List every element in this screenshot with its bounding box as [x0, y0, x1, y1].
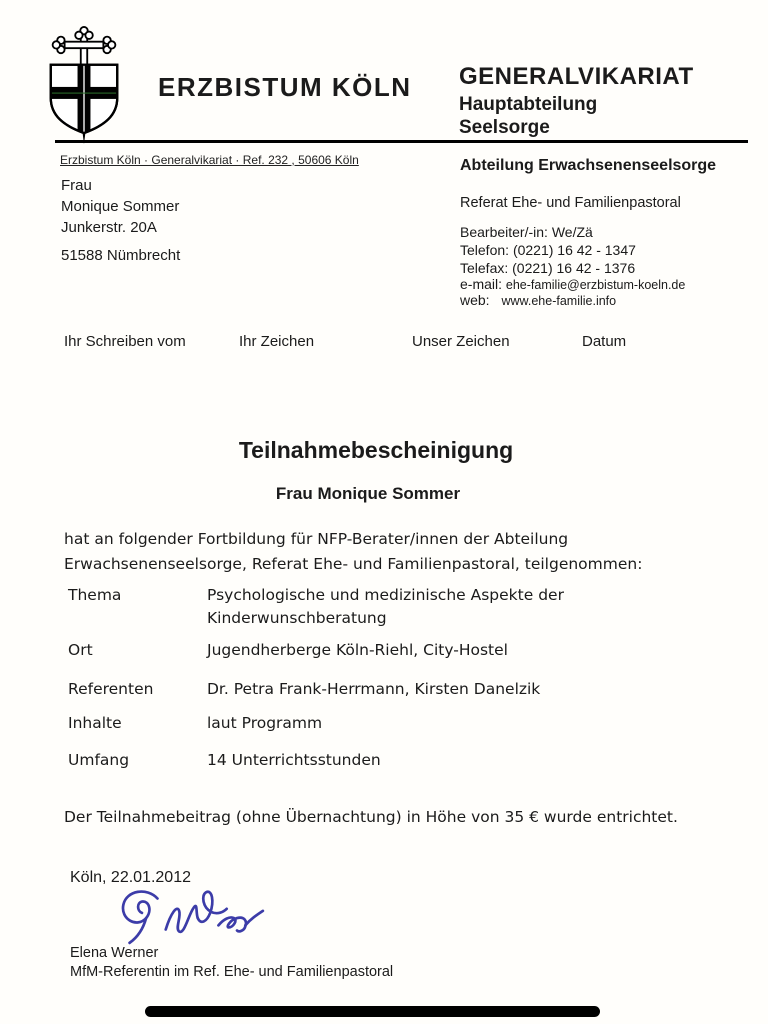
ref-col-datum: Datum — [582, 333, 627, 350]
detail-label-umfang: Umfang — [68, 751, 130, 769]
intro-line-1: hat an folgender Fortbildung für NFP-Berater/innen der Abteilung — [64, 530, 569, 548]
phone-value: (0221) 16 42 - 1347 — [512, 242, 636, 258]
place-date: Köln, 22.01.2012 — [70, 869, 191, 886]
ref-col-ihr-zeichen: Ihr Zeichen — [239, 333, 315, 350]
fax-line — [460, 260, 635, 276]
handwritten-signature — [112, 884, 267, 946]
seelsorge-label: Seelsorge — [459, 117, 550, 138]
org-name: ERZBISTUM KÖLN — [158, 72, 412, 102]
fax-label: Telefax: — [460, 260, 509, 276]
thema-line-1: Psychologische und medizinische Aspekte der — [207, 586, 564, 604]
detail-value-referenten: Dr. Petra Frank-Herrmann, Kirsten Danelzik — [207, 680, 541, 698]
signer-role: MfM-Referentin im Ref. Ehe- und Familienpastoral — [70, 964, 394, 980]
email-label: e-mail: — [460, 276, 503, 292]
sender-return-address: Erzbistum Köln · Generalvikariat · Ref. 232 , 50606 Köln — [60, 153, 359, 167]
detail-label-thema: Thema — [68, 586, 122, 604]
detail-value-umfang: 14 Unterrichtsstunden — [207, 751, 381, 769]
detail-value-inhalte: laut Programm — [207, 714, 323, 732]
phone-label: Telefon: — [460, 242, 510, 258]
recipient-salutation: Frau — [61, 177, 92, 194]
thema-line-2: Kinderwunschberatung — [207, 609, 387, 627]
document-title: Teilnahmebescheinigung — [238, 437, 514, 463]
detail-label-ort: Ort — [68, 641, 93, 659]
clerk-label: Bearbeiter/-in: — [460, 224, 548, 240]
recipient-name: Monique Sommer — [61, 198, 180, 215]
detail-value-ort: Jugendherberge Köln-Riehl, City-Hostel — [207, 641, 508, 659]
detail-value-thema — [207, 584, 564, 630]
hauptabteilung-label: Hauptabteilung — [459, 94, 598, 115]
signer-block — [70, 944, 393, 982]
web-label: web: — [460, 292, 490, 308]
home-indicator-bar — [145, 1006, 600, 1017]
referat-line: Referat Ehe- und Familienpastoral — [460, 195, 681, 211]
fax-value: (0221) 16 42 - 1376 — [512, 260, 636, 276]
erzbistum-koeln-coat-of-arms-icon — [36, 26, 132, 146]
recipient-street: Junkerstr. 20A — [61, 219, 157, 236]
clerk-value: We/Zä — [551, 224, 593, 240]
recipient-address — [61, 175, 179, 238]
generalvikariat-title: GENERALVIKARIAT — [459, 63, 694, 90]
intro-paragraph — [64, 527, 642, 577]
header-divider — [55, 140, 748, 143]
clerk-line — [460, 224, 593, 240]
web-line — [460, 292, 616, 308]
web-value: www.ehe-familie.info — [501, 294, 617, 308]
department-title: Abteilung Erwachsenenseelsorge — [460, 157, 717, 174]
signer-name: Elena Werner — [70, 945, 159, 961]
phone-line — [460, 242, 636, 258]
detail-label-inhalte: Inhalte — [68, 714, 122, 732]
email-value: ehe-familie@erzbistum-koeln.de — [505, 278, 686, 292]
detail-label-referenten: Referenten — [68, 680, 154, 698]
payment-note: Der Teilnahmebeitrag (ohne Übernachtung) in Höhe von 35 € wurde entrichtet. — [64, 808, 678, 826]
recipient-city: 51588 Nümbrecht — [61, 247, 181, 264]
ref-col-unser-zeichen: Unser Zeichen — [412, 333, 510, 350]
participant-name: Frau Monique Sommer — [275, 484, 461, 503]
intro-line-2: Erwachsenenseelsorge, Referat Ehe- und Familienpastoral, teilgenommen: — [64, 555, 643, 573]
email-line — [460, 276, 685, 292]
ref-col-ihr-schreiben-vom: Ihr Schreiben vom — [64, 333, 186, 350]
